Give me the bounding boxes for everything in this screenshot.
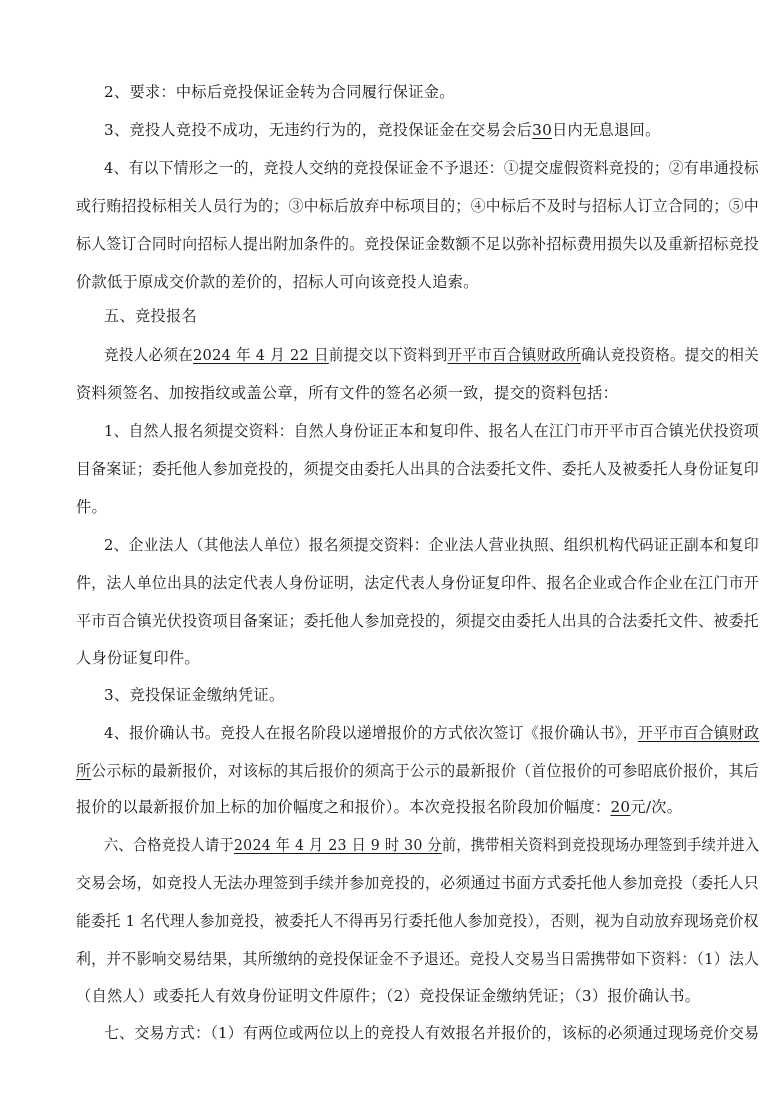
requirement-3-text-b: 日内无息退回。 [552, 121, 661, 139]
item-2-line-4: 人身份证复印件。 [76, 649, 200, 667]
item-4-line-1 [104, 723, 759, 743]
registration-text-c: 确认竞投资格。提交的相关 [580, 346, 759, 364]
registration-text-a: 竞投人必须在 [104, 346, 193, 364]
requirement-4-line-2: 或行贿招投标相关人员行为的；③中标后放弃中标项目的；④中标后不及时与招标人订立合同的；⑤中 [76, 197, 759, 215]
requirement-4-line-1: 4、有以下情形之一的，竞投人交纳的竞投保证金不予退还：①提交虚假资料竞投的；②有串通投标 [104, 159, 759, 177]
section-6-text-b: 前，携带相关资料到竞投现场办理签到手续并进入 [441, 836, 760, 854]
item-1-line-2: 目备案证；委托他人参加竞投的，须提交由委托人出具的合法委托文件、委托人及被委托人身份证复印 [76, 460, 759, 478]
section-6-line-4: 利，并不影响交易结果，其所缴纳的竞投保证金不予退还。竞投人交易当日需携带如下资料：（1）法人 [76, 950, 760, 968]
section-6-line-2: 交易会场，如竞投人无法办理签到手续并参加竞投的，必须通过书面方式委托他人参加竞投（委托人只 [76, 874, 759, 892]
item-4-text-a: 4、报价确认书。竞投人在报名阶段以递增报价的方式依次签订《报价确认书》， [104, 724, 638, 742]
section-6-line-1 [104, 835, 759, 855]
registration-text-b: 前提交以下资料到 [328, 346, 448, 364]
bid-increment: 20 [610, 798, 631, 816]
item-2-line-2: 件，法人单位出具的法定代表人身份证明，法定代表人身份证复印件、报名企业或合作企业在江门市开 [76, 574, 759, 592]
requirement-4-line-4: 价款低于原成交价款的差价的，招标人可向该竞投人追索。 [76, 273, 479, 291]
registration-line-1 [104, 345, 759, 365]
requirement-3-text-a: 3、竞投人竞投不成功，无违约行为的，竞投保证金在交易会后 [104, 121, 533, 139]
item-1-line-1: 1、自然人报名须提交资料：自然人身份证正本和复印件、报名人在江门市开平市百合镇光伏投资项 [104, 422, 759, 440]
section-6-text-a: 六、合格竞投人请于 [104, 836, 234, 854]
section-6-line-5: （自然人）或委托人有效身份证明文件原件；（2）竞投保证金缴纳凭证；（3）报价确认书。 [76, 987, 701, 1005]
item-4-text-c: 报价的以最新报价加上标的加价幅度之和报价）。本次竞投报名阶段加价幅度： [76, 798, 611, 816]
item-3: 3、竞投保证金缴纳凭证。 [104, 686, 285, 704]
item-4-line-2 [76, 761, 759, 781]
item-2-line-1: 2、企业法人（其他法人单位）报名须提交资料：企业法人营业执照、组织机构代码证正副本和复印 [104, 536, 759, 554]
item-4-text-b: 公示标的最新报价，对该标的其后报价的须高于公示的最新报价（首位报价的可参昭底价报价，其后 [91, 762, 759, 780]
registration-office: 开平市百合镇财政所 [447, 346, 581, 364]
requirement-3 [104, 120, 660, 140]
checkin-deadline: 2024 年 4 月 23 日 9 时 30 分 [233, 836, 442, 854]
section-7-line-1: 七、交易方式：（1）有两位或两位以上的竞投人有效报名并报价的，该标的必须通过现场竞价交易 [104, 1024, 760, 1042]
section-5-heading: 五、竞投报名 [104, 307, 197, 325]
item-1-line-3: 件。 [76, 498, 107, 516]
item-2-line-3: 平市百合镇光伏投资项目备案证；委托他人参加竞投的，须提交由委托人出具的合法委托文件、被委托 [76, 612, 759, 630]
section-6-line-3: 能委托 1 名代理人参加竞投，被委托人不得再另行委托他人参加竞投），否则，视为自动放弃现场竞价权 [76, 912, 759, 930]
refund-days: 30 [532, 121, 553, 139]
item-4-line-3 [76, 797, 682, 817]
requirement-4-line-3: 标人签订合同时向招标人提出附加条件的。竞投保证金数额不足以弥补招标费用损失以及重新招标竞投 [76, 235, 759, 253]
item-4-text-d: 元/次。 [630, 798, 683, 816]
requirement-2: 2、要求：中标后竞投保证金转为合同履行保证金。 [104, 83, 455, 101]
item-4-office-b: 所 [76, 762, 92, 780]
item-4-office-a: 开平市百合镇财政 [637, 724, 760, 742]
registration-line-2: 资料须签名、加按指纹或盖公章，所有文件的签名必须一致，提交的资料包括： [76, 384, 619, 402]
registration-deadline: 2024 年 4 月 22 日 [192, 346, 329, 364]
